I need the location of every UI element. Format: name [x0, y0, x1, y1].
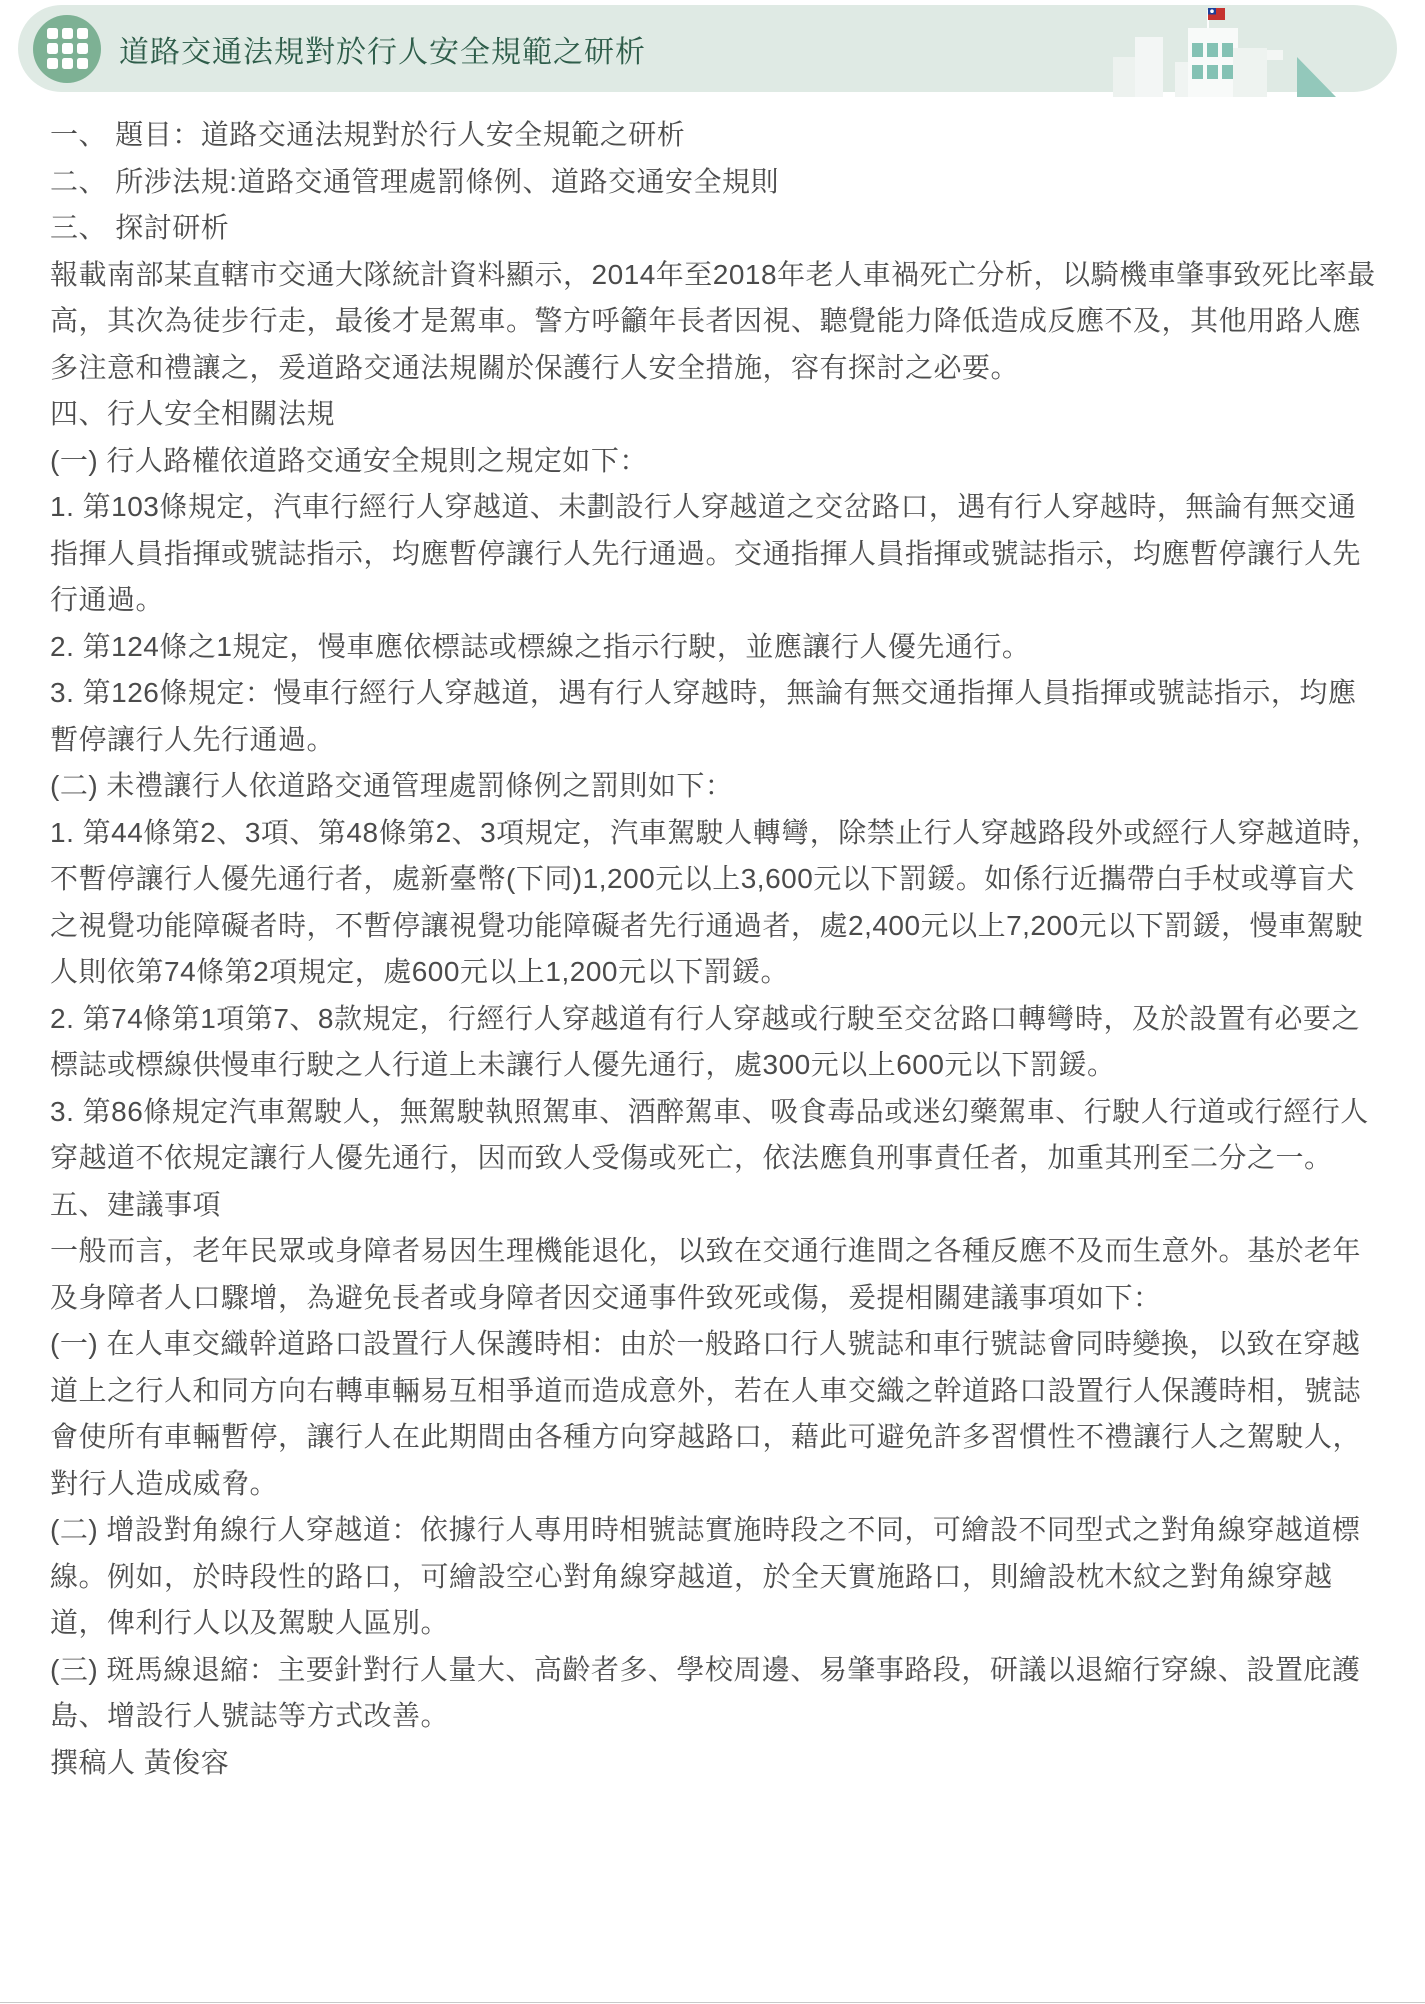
- page-title: 道路交通法規對於行人安全規範之研析: [119, 35, 646, 69]
- penalty-item-2: 2. 第74條第1項第7、8款規定，行經行人穿越道有行人穿越或行駛至交岔路口轉彎時，及於設置有必要之標誌或標線供慢車行駛之人行道上未讓行人優先通行，處300元以上600元以下罰鍰。: [50, 1002, 1360, 1080]
- suggestion-item-3: (三) 斑馬線退縮：主要針對行人量大、高齡者多、學校周邊、易肇事路段，研議以退縮行穿線、設置庇護島、增設行人號誌等方式改善。: [50, 1653, 1361, 1731]
- suggestion-item-2: (二) 增設對角線行人穿越道：依據行人專用時相號誌實施時段之不同，可繪設不同型式之對角線穿越道標線。例如，於時段性的路口，可繪設空心對角線穿越道，於全天實施路口，則繪設枕木紋之對角線穿越道，俾利行人以及駕駛人區別。: [50, 1514, 1361, 1638]
- penalty-item-1: 1. 第44條第2、3項、第48條第2、3項規定，汽車駕駛人轉彎，除禁止行人穿越路段外或經行人穿越道時，不暫停讓行人優先通行者，處新臺幣(下同)1,200元以上3,600元以下罰鍰。如係行近攜帶白手杖或導盲犬之視覺功能障礙者時，不暫停讓視覺功能障礙者先行通過者，處2,400元以上7,200元以下罰鍰，慢車駕駛人則依第74條第2項規定，處600元以上1,200元以下罰鍰。: [50, 816, 1380, 987]
- doc-suggestions-intro: 一般而言，老年民眾或身障者易因生理機能退化，以致在交通行進間之各種反應不及而生意外。基於老年及身障者人口驟增，為避免長者或身障者因交通事件致死或傷，爰提相關建議事項如下：: [50, 1235, 1362, 1313]
- regulation-item-3: 3. 第126條規定：慢車行經行人穿越道，遇有行人穿越時，無論有無交通指揮人員指揮或號誌指示，均應暫停讓行人先行通過。: [50, 677, 1357, 755]
- doc-item-title: 一、 題目：道路交通法規對於行人安全規範之研析: [50, 119, 686, 150]
- doc-subsection-pedestrian-right-heading: (一) 行人路權依道路交通安全規則之規定如下：: [50, 444, 648, 476]
- grid-icon-circle: [33, 15, 101, 83]
- author-line: 撰稿人 黃俊容: [50, 1746, 230, 1778]
- doc-section-regulations-heading: 四、行人安全相關法規: [50, 398, 336, 429]
- bottom-divider: [0, 2002, 1425, 2003]
- doc-subsection-penalty-heading: (二) 未禮讓行人依道路交通管理處罰條例之罰則如下：: [50, 770, 734, 801]
- penalty-item-3: 3. 第86條規定汽車駕駛人，無駕駛執照駕車、酒醉駕車、吸食毒品或迷幻藥駕車、行駛人行道或行經行人穿越道不依規定讓行人優先通行，因而致人受傷或死亡，依法應負刑事責任者，加重其刑至二分之一。: [50, 1095, 1369, 1173]
- doc-analysis-paragraph: 報載南部某直轄市交通大隊統計資料顯示，2014年至2018年老人車禍死亡分析，以騎機車肇事致死比率最高，其次為徒步行走，最後才是駕車。警方呼籲年長者因視、聽覺能力降低造成反應不及，其他用路人應多注意和禮讓之，爰道路交通法規關於保護行人安全措施，容有探討之必要。: [50, 258, 1376, 383]
- header-banner: [18, 5, 1397, 92]
- regulation-item-2: 2. 第124條之1規定，慢車應依標誌或標線之指示行駛，並應讓行人優先通行。: [50, 630, 1031, 662]
- doc-item-laws: 二、 所涉法規:道路交通管理處罰條例、道路交通安全規則: [50, 165, 780, 197]
- document-body: [50, 112, 1380, 1786]
- doc-section-analysis-heading: 三、 探討研析: [50, 212, 230, 243]
- grid-icon: [47, 28, 88, 69]
- suggestion-item-1: (一) 在人車交織幹道路口設置行人保護時相：由於一般路口行人號誌和車行號誌會同時變換，以致在穿越道上之行人和同方向右轉車輛易互相爭道而造成意外，若在人車交織之幹道路口設置行人保護時相，號誌會使所有車輛暫停，讓行人在此期間由各種方向穿越路口，藉此可避免許多習慣性不禮讓行人之駕駛人，對行人造成威脅。: [50, 1328, 1362, 1499]
- regulation-item-1: 1. 第103條規定，汽車行經行人穿越道、未劃設行人穿越道之交岔路口，遇有行人穿越時，無論有無交通指揮人員指揮或號誌指示，均應暫停讓行人先行通過。交通指揮人員指揮或號誌指示，均應暫停讓行人先行通過。: [50, 491, 1362, 615]
- doc-section-suggestions-heading: 五、建議事項: [50, 1188, 222, 1220]
